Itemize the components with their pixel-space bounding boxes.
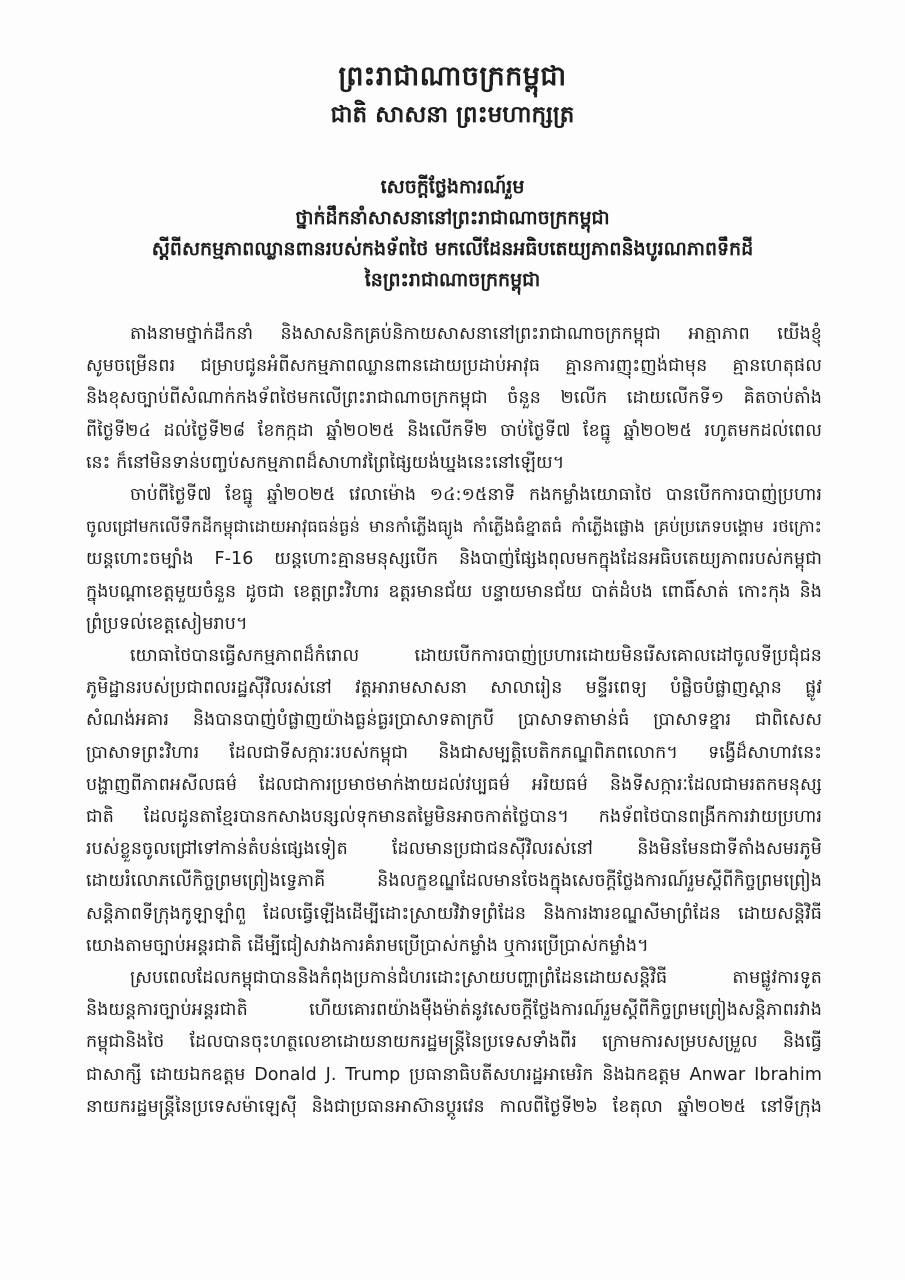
paragraph-2-line: ចាប់ពីថ្ងៃទី៧ ខែធ្នូ ឆ្នាំ២០២៥ វេលាម៉ោង ១៤:១៥នាទី កងកម្លាំងយោធាថៃ បានបើកការបាញ់ប្រហារ (130, 485, 822, 506)
paragraph-1-line: សូមចម្រើនពរ ជម្រាបជូនអំពីសកម្មភាពឈ្លានពានដោយប្រដាប់អាវុធ គ្មានការញុះញង់ជាមុន គ្មានហេតុផល (86, 356, 822, 377)
title-line-3: ស្តីពីសកម្មភាពឈ្លានពានរបស់កងទ័ពថៃ មកលើដែនអធិបតេយ្យភាពនិងបូរណភាពទឹកដី (151, 238, 754, 260)
paragraph-3-line: ប្រាសាទព្រះវិហារ ដែលជាទីសក្ការៈរបស់កម្ពុជា និងជាសម្បត្តិបេតិកភណ្ឌពិភពលោក។ ទង្វើដ៏សាហាវនេះ (86, 742, 822, 763)
paragraph-1-line: ពីថ្ងៃទី២៤ ដល់ថ្ងៃទី២៨ ខែកក្កដា ឆ្នាំ២០២៥ និងលើកទី២ ចាប់ថ្ងៃទី៧ ខែធ្នូ ឆ្នាំ២០២៥ រហូតមកដល់ពេល (86, 420, 822, 441)
paragraph-1-line: នេះ ក៏នៅមិនទាន់បញ្ចប់សកម្មភាពដ៏សាហាវព្រៃផ្សៃយង់ឃ្នងនេះនៅឡើយ។ (86, 452, 565, 473)
kingdom-heading: ព្រះរាជាណាចក្រកម្ពុជា (338, 61, 567, 92)
paragraph-4-line: និងយន្តការច្បាប់អន្តរជាតិ ហើយគោរពយ៉ាងម៉ឺងម៉ាត់នូវសេចក្តីថ្លែងការណ៍រួមស្តីពីកិច្ចព្រមព្រៀងសន្តិភាពរវាង (86, 1000, 822, 1021)
paragraph-1-line: និងខុសច្បាប់ពីសំណាក់កងទ័ពថៃមកលើព្រះរាជាណាចក្រកម្ពុជា ចំនួន ២លើក ដោយលើកទី១ គិតចាប់តាំង (86, 388, 822, 409)
paragraph-4-line: ជាសាក្សី ដោយឯកឧត្តម Donald J. Trump ប្រធានាធិបតីសហរដ្ឋអាមេរិក និងឯកឧត្តម Anwar Ibrahim (86, 1064, 822, 1085)
paragraph-2-line: ក្នុងបណ្តាខេត្តមួយចំនួន ដូចជា ខេត្តព្រះវិហារ ឧត្តរមានជ័យ បន្ទាយមានជ័យ បាត់ដំបង ពោធិ៍សាត់ កោះកុង និង (86, 581, 822, 602)
paragraph-4-line: ស្របពេលដែលកម្ពុជាបាននិងកំពុងប្រកាន់ជំហរដោះស្រាយបញ្ហាព្រំដែនដោយសន្តិវិធី តាមផ្លូវការទូត (130, 968, 822, 989)
paragraph-3-line: សន្តិភាពទីក្រុងកូឡាឡាំពួ ដែលធ្វើឡើងដើម្បីដោះស្រាយវិវាទព្រំដែន និងការងារខណ្ឌសីមាព្រំដែន ដោយសន្តិវិធី (86, 903, 822, 924)
paragraph-1-line: តាងនាមថ្នាក់ដឹកនាំ និងសាសនិកគ្រប់និកាយសាសនានៅព្រះរាជាណាចក្រកម្ពុជា អាត្មាភាព យើងខ្ញុំ (130, 324, 822, 344)
paragraph-2-line: យន្តហោះចម្បាំង F-16 យន្តហោះគ្មានមនុស្សបើក និងបាញ់ផ្សែងពុលមកក្នុងដែនអធិបតេយ្យភាពរបស់កម្ពុជា (86, 549, 822, 570)
paragraph-2-line: ព្រំប្រទល់ខេត្តសៀមរាប។ (86, 613, 248, 634)
paragraph-4-line: នាយករដ្ឋមន្ត្រីនៃប្រទេសម៉ាឡេស៊ី និងជាប្រធានអាស៊ានប្តូរវេន កាលពីថ្ងៃទី២៦ ខែតុលា ឆ្នាំ២០២៥ នៅទីក្រុង (86, 1096, 822, 1117)
national-motto: ជាតិ សាសនា ព្រះមហាក្សត្រ (330, 101, 575, 128)
paragraph-3-line: យោធាថៃបានធ្វើសកម្មភាពដ៏កំរោល ដោយបើកការបាញ់ប្រហារដោយមិនរើសគោលដៅចូលទីប្រជុំជន (130, 646, 822, 667)
paragraph-4-line: កម្ពុជានិងថៃ ដែលបានចុះហត្ថលេខាដោយនាយករដ្ឋមន្ត្រីនៃប្រទេសទាំងពីរ ក្រោមការសម្របសម្រួល និងធ្វើ (86, 1032, 822, 1053)
statement-title (60, 172, 845, 296)
paragraph-3-line: របស់ខ្លួនចូលជ្រៅទៅកាន់តំបន់ផ្សេងទៀត ដែលមានប្រជាជនស៊ីវិលរស់នៅ និងមិនមែនជាទីតាំងសមរភូមិ (86, 839, 822, 860)
paragraph-3-line: ជាតិ ដែលដូនតាខ្មែរបានកសាងបន្សល់ទុកមានតម្លៃមិនអាចកាត់ថ្លៃបាន។ កងទ័ពថៃបានពង្រីកការវាយប្រហារ (86, 807, 822, 828)
paragraph-3-line: សំណង់អគារ និងបានបាញ់បំផ្លាញយ៉ាងធ្ងន់ធ្ងរប្រាសាទតាក្របី ប្រាសាទតាមាន់ធំ ប្រាសាទខ្នារ ជាពិសេស (86, 710, 822, 731)
paragraph-3-line: ភូមិដ្ឋានរបស់ប្រជាពលរដ្ឋស៊ីវិលរស់នៅ វត្តអារាមសាសនា សាលារៀន មន្ទីរពេទ្យ បំផ្លិចបំផ្លាញស្ពាន ផ្លូវ (86, 678, 822, 699)
paragraph-3-line: យោងតាមច្បាប់អន្តរជាតិ ដើម្បីជៀសវាងការគំរាមប្រើប្រាស់កម្លាំង ឬការប្រើប្រាស់កម្លាំង។ (86, 935, 649, 956)
paragraph-3-line: បង្ហាញពីភាពអសីលធម៌ ដែលជាការប្រមាថមាក់ងាយដល់វប្បធម៌ អរិយធម៌ និងទីសក្ការៈដែលជាមរតកមនុស្ស (86, 774, 822, 795)
paragraph-3-line: ដោយរំលោភលើកិច្ចព្រមព្រៀងទ្វេភាគី និងលក្ខខណ្ឌដែលមានចែងក្នុងសេចក្តីថ្លែងការណ៍រួមស្តីពីកិច្ចព្រមព្រៀង (86, 871, 822, 892)
title-line-4: នៃព្រះរាជាណាចក្រកម្ពុជា (364, 269, 541, 291)
title-line-2: ថ្នាក់ដឹកនាំសាសនានៅព្រះរាជាណាចក្រកម្ពុជា (295, 207, 610, 229)
document-header (0, 58, 905, 132)
statement-body (86, 318, 822, 1123)
paragraph-2-line: ចូលជ្រៅមកលើទឹកដីកម្ពុជាដោយអាវុធធន់ធ្ងន់ មានកាំភ្លើងធ្យូង កាំភ្លើងធំខ្នាតធំ កាំភ្លើងផ្លោង គ្រប់ប្រភេទបង្គោម រថក្រោះ (86, 517, 822, 537)
title-line-1: សេចក្តីថ្លែងការណ៍រួម (380, 176, 525, 198)
